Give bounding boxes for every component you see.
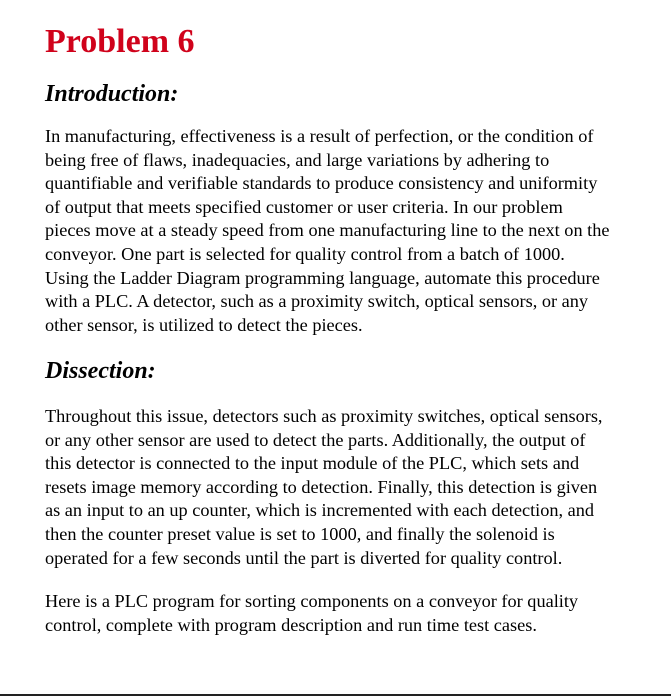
introduction-paragraph (45, 125, 645, 337)
introduction-line: Using the Ladder Diagram programming language, automate this procedure (45, 267, 600, 288)
introduction-line: of output that meets specified customer or user criteria. In our problem (45, 196, 563, 217)
bottom-divider (0, 694, 671, 696)
introduction-line: being free of flaws, inadequacies, and large variations by adhering to (45, 149, 550, 170)
introduction-line: conveyor. One part is selected for quality control from a batch of 1000. (45, 243, 565, 264)
dissection-line: resets image memory according to detection. Finally, this detection is given (45, 476, 598, 497)
introduction-line: with a PLC. A detector, such as a proximity switch, optical sensors, or any (45, 291, 589, 312)
closing-paragraph (45, 590, 645, 637)
closing-line: control, complete with program description and run time test cases. (45, 614, 537, 635)
dissection-line: this detector is connected to the input module of the PLC, which sets and (45, 453, 580, 474)
closing-line: Here is a PLC program for sorting components on a conveyor for quality (45, 591, 579, 611)
dissection-line: as an input to an up counter, which is incremented with each detection, and (45, 500, 595, 521)
dissection-line: operated for a few seconds until the part is diverted for quality control. (45, 547, 563, 568)
introduction-line: In manufacturing, effectiveness is a result of perfection, or the condition of (45, 126, 594, 146)
introduction-line: pieces move at a steady speed from one manufacturing line to the next on the (45, 220, 610, 241)
introduction-line: other sensor, is utilized to detect the pieces. (45, 314, 363, 335)
dissection-line: then the counter preset value is set to 1000, and finally the solenoid is (45, 523, 555, 544)
problem-title: Problem 6 (45, 23, 195, 60)
dissection-line: or any other sensor are used to detect the parts. Additionally, the output of (45, 429, 586, 450)
introduction-line: quantifiable and verifiable standards to produce consistency and uniformity (45, 173, 598, 194)
dissection-line: Throughout this issue, detectors such as proximity switches, optical sensors, (45, 406, 603, 426)
dissection-heading: Dissection: (45, 358, 156, 384)
dissection-paragraph (45, 405, 645, 570)
introduction-heading: Introduction: (45, 81, 179, 107)
